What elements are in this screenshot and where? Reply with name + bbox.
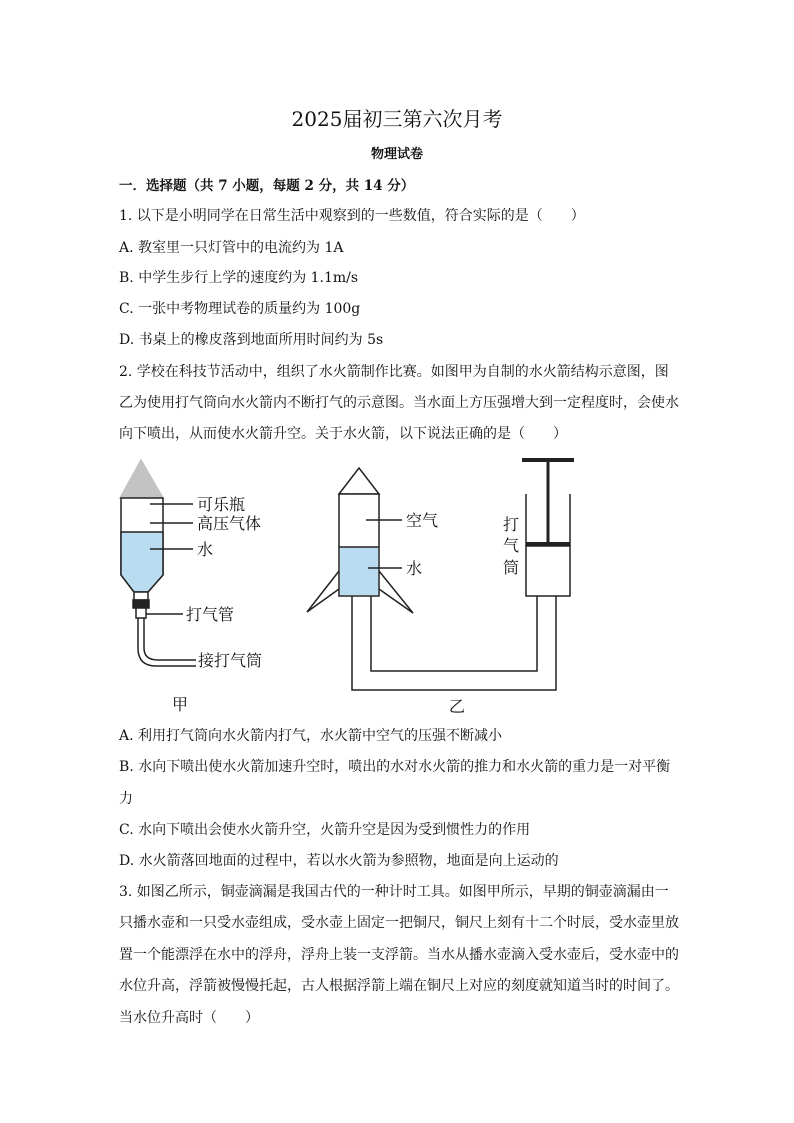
question-2-stem-line-3: 向下喷出，从而使水火箭升空。关于水火箭，以下说法正确的是（ ） <box>119 426 567 442</box>
bottle-valve <box>133 600 149 608</box>
bottle-cone <box>120 460 163 498</box>
label-pump-char-3: 筒 <box>503 558 520 577</box>
question-3-stem-line-3: 置一个能漂浮在水中的浮舟，浮舟上装一支浮箭。当水从播水壶滴入受水壶后，受水壶中的 <box>119 947 679 963</box>
question-1-stem: 1. 以下是小明同学在日常生活中观察到的一些数值，符合实际的是（ ） <box>119 208 585 224</box>
question-3-stem-line-5: 当水位升高时（ ） <box>119 1010 259 1026</box>
label-water-yi: 水 <box>406 559 423 578</box>
question-3-stem-line-4: 水位升高，浮箭被慢慢托起，古人根据浮箭上端在铜尺上对应的刻度就知道当时的时间了。 <box>119 978 679 994</box>
rocket-water <box>340 547 378 595</box>
rocket-nose <box>339 468 379 494</box>
label-high-pressure-gas: 高压气体 <box>197 514 262 533</box>
figure-jia-diagram <box>120 460 196 666</box>
label-air: 空气 <box>406 511 439 530</box>
caption-yi: 乙 <box>449 697 466 716</box>
label-water-jia: 水 <box>197 540 214 559</box>
question-1-option-a: A. 教室里一只灯管中的电流约为 1A <box>119 240 344 256</box>
label-pump-char-2: 气 <box>503 536 520 555</box>
caption-jia: 甲 <box>172 695 189 714</box>
question-2-option-a: A. 利用打气筒向水火箭内打气，水火箭中空气的压强不断减小 <box>119 728 503 744</box>
pump-barrel <box>526 546 570 596</box>
question-3-stem-line-1: 3. 如图乙所示，铜壶滴漏是我国古代的一种计时工具。如图甲所示，早期的铜壶滴漏由一 <box>119 884 669 900</box>
question-1-option-d: D. 书桌上的橡皮落到地面所用时间约为 5s <box>119 332 384 348</box>
question-2-stem-line-2: 乙为使用打气筒向水火箭内不断打气的示意图。当水面上方压强增大到一定程度时，会使水 <box>119 395 679 411</box>
question-2-stem-line-1: 2. 学校在科技节活动中，组织了水火箭制作比赛。如图甲为自制的水火箭结构示意图，图 <box>119 364 669 380</box>
section-heading: 一．选择题（共 7 小题，每题 2 分，共 14 分） <box>119 178 415 194</box>
page-title: 2025届初三第六次月考 <box>291 107 503 131</box>
label-pump-char-1: 打 <box>503 515 520 534</box>
question-3-stem-line-2: 只播水壶和一只受水壶组成，受水壶上固定一把铜尺，铜尺上刻有十二个时辰，受水壶里放 <box>119 915 679 931</box>
label-inflation-tube: 打气管 <box>186 605 235 624</box>
bottle-water <box>121 532 163 592</box>
question-2-option-b: B. 水向下喷出使水火箭加速升空时，喷出的水对水火箭的推力和水火箭的重力是一对平衡 <box>119 759 671 775</box>
question-1-option-b: B. 中学生步行上学的速度约为 1.1m/s <box>119 270 359 286</box>
label-to-pump: 接打气筒 <box>198 651 263 670</box>
question-2-option-b-continued: 力 <box>119 791 133 807</box>
question-1-option-c: C. 一张中考物理试卷的质量约为 100g <box>119 301 361 317</box>
question-2-option-d: D. 水火箭落回地面的过程中，若以水火箭为参照物，地面是向上运动的 <box>119 853 559 869</box>
question-2-option-c: C. 水向下喷出会使水火箭升空，火箭升空是因为受到惯性力的作用 <box>119 822 531 838</box>
page-subtitle: 物理试卷 <box>370 147 423 162</box>
figure-yi-diagram <box>307 460 574 690</box>
label-cola-bottle: 可乐瓶 <box>197 495 246 514</box>
